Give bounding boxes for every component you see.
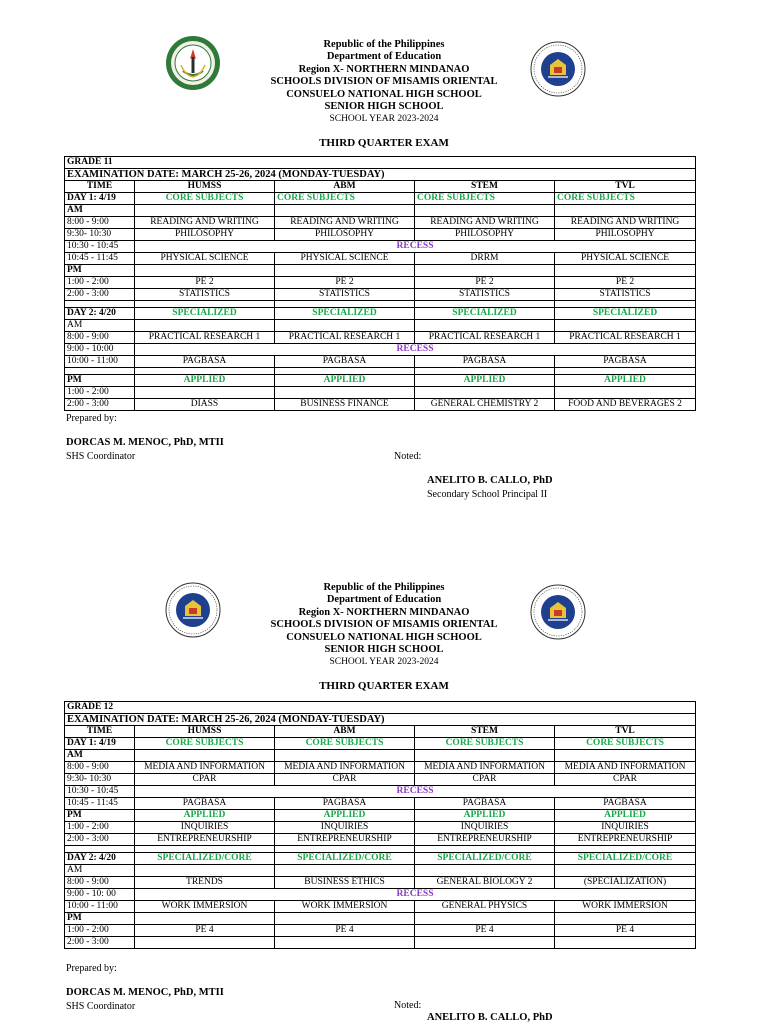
schedule-cell: PAGBASA: [275, 798, 415, 810]
schedule-cell: GENERAL PHYSICS: [415, 901, 555, 913]
schedule-cell: APPLIED: [555, 375, 696, 387]
exam-title: THIRD QUARTER EXAM: [319, 680, 449, 692]
schedule-cell: [415, 320, 555, 332]
schedule-cell: [415, 865, 555, 877]
page2-header: [0, 582, 768, 669]
schedule-cell: PHILOSOPHY: [135, 229, 275, 241]
schedule-cell: WORK IMMERSION: [275, 901, 415, 913]
table-row: [65, 925, 696, 937]
preparer-name: DORCAS M. MENOC, PhD, MTII: [66, 437, 224, 448]
exam-date: EXAMINATION DATE: MARCH 25-26, 2024 (MONDAY-TUESDAY): [65, 169, 696, 181]
schedule-cell: SPECIALIZED/CORE: [135, 853, 275, 865]
schedule-cell: [555, 205, 696, 217]
schedule-cell: GENERAL CHEMISTRY 2: [415, 399, 555, 411]
time-cell: [65, 846, 135, 853]
time-cell: 10:00 - 11:00: [65, 901, 135, 913]
time-cell: DAY 1: 4/19: [65, 738, 135, 750]
schedule-cell: CORE SUBJECTS: [415, 738, 555, 750]
schedule-cell: PAGBASA: [135, 356, 275, 368]
time-cell: AM: [65, 750, 135, 762]
table-row: [65, 913, 696, 925]
column-header: TVL: [555, 726, 696, 738]
schedule-cell: [275, 320, 415, 332]
schedule-cell: [135, 913, 275, 925]
table-row: [65, 193, 696, 205]
schedule-cell: APPLIED: [555, 810, 696, 822]
exam-title: THIRD QUARTER EXAM: [319, 137, 449, 149]
recess-cell: RECESS: [135, 786, 696, 798]
time-cell: 1:00 - 2:00: [65, 387, 135, 399]
column-header: TIME: [65, 181, 135, 193]
schedule-cell: SPECIALIZED: [415, 308, 555, 320]
schedule-cell: [415, 205, 555, 217]
school-year: SCHOOL YEAR 2023-2024: [329, 657, 439, 668]
schedule-cell: SPECIALIZED: [555, 308, 696, 320]
schedule-cell: CORE SUBJECTS: [415, 193, 555, 205]
column-header: ABM: [275, 181, 415, 193]
column-header: TIME: [65, 726, 135, 738]
schedule-cell: [555, 865, 696, 877]
time-cell: 10:30 - 10:45: [65, 241, 135, 253]
schedule-cell: APPLIED: [415, 810, 555, 822]
prepared-by-label: Prepared by:: [66, 413, 117, 424]
header-line: CONSUELO NATIONAL HIGH SCHOOL: [286, 88, 482, 100]
schedule-cell: STATISTICS: [555, 289, 696, 301]
table-row: [65, 937, 696, 949]
table-row: [65, 387, 696, 399]
schedule-cell: PHYSICAL SCIENCE: [135, 253, 275, 265]
grade-row: [65, 702, 696, 714]
schedule-cell: [135, 387, 275, 399]
schedule-cell: [135, 205, 275, 217]
recess-cell: RECESS: [135, 344, 696, 356]
table-row: [65, 301, 696, 308]
schedule-cell: [415, 750, 555, 762]
schedule-cell: CPAR: [555, 774, 696, 786]
schedule-cell: [555, 913, 696, 925]
recess-cell: RECESS: [135, 889, 696, 901]
header-line: SCHOOLS DIVISION OF MISAMIS ORIENTAL: [270, 76, 498, 88]
header-line: Department of Education: [326, 594, 442, 606]
schedule-cell: CORE SUBJECTS: [555, 193, 696, 205]
table-row: [65, 217, 696, 229]
time-cell: 2:00 - 3:00: [65, 834, 135, 846]
schedule-cell: PE 4: [415, 925, 555, 937]
header-line: Region X- NORTHERN MINDANAO: [298, 606, 470, 618]
schedule-cell: PRACTICAL RESEARCH 1: [415, 332, 555, 344]
header-line: Republic of the Philippines: [323, 582, 445, 593]
table-row: [65, 798, 696, 810]
schedule-cell: [415, 846, 555, 853]
schedule-cell: [555, 387, 696, 399]
schedule-cell: [555, 750, 696, 762]
schedule-cell: PE 4: [275, 925, 415, 937]
grade-label: GRADE 12: [65, 702, 696, 714]
schedule-cell: STATISTICS: [415, 289, 555, 301]
schedule-cell: [555, 320, 696, 332]
schedule-cell: CORE SUBJECTS: [135, 193, 275, 205]
schedule-cell: STATISTICS: [135, 289, 275, 301]
schedule-cell: CPAR: [135, 774, 275, 786]
table-row: [65, 320, 696, 332]
schedule-cell: [135, 368, 275, 375]
schedule-cell: PHILOSOPHY: [275, 229, 415, 241]
table-row: [65, 877, 696, 889]
schedule-cell: [275, 387, 415, 399]
schedule-cell: MEDIA AND INFORMATION: [415, 762, 555, 774]
principal-title: Secondary School Principal II: [427, 489, 548, 500]
school-year: SCHOOL YEAR 2023-2024: [329, 114, 439, 125]
time-cell: 9:30- 10:30: [65, 774, 135, 786]
exam-date: EXAMINATION DATE: MARCH 25-26, 2024 (MONDAY-TUESDAY): [65, 714, 696, 726]
time-cell: PM: [65, 810, 135, 822]
column-header: HUMSS: [135, 726, 275, 738]
schedule-cell: PE 4: [135, 925, 275, 937]
time-cell: PM: [65, 375, 135, 387]
schedule-cell: [275, 265, 415, 277]
schedule-cell: (SPECIALIZATION): [555, 877, 696, 889]
schedule-cell: SPECIALIZED/CORE: [275, 853, 415, 865]
principal-name: ANELITO B. CALLO, PhD: [427, 1012, 553, 1023]
time-cell: DAY 1: 4/19: [65, 193, 135, 205]
schedule-cell: PE 2: [555, 277, 696, 289]
table-row: [65, 834, 696, 846]
schedule-cell: CORE SUBJECTS: [135, 738, 275, 750]
table-row: [65, 229, 696, 241]
column-header-row: [65, 726, 696, 738]
time-cell: 2:00 - 3:00: [65, 289, 135, 301]
table-row: [65, 786, 696, 798]
schedule-cell: [135, 301, 275, 308]
table-row: [65, 356, 696, 368]
time-cell: [65, 301, 135, 308]
header-line: SENIOR HIGH SCHOOL: [324, 644, 444, 656]
column-header-row: [65, 181, 696, 193]
schedule-cell: PHILOSOPHY: [415, 229, 555, 241]
grade-label: GRADE 11: [65, 157, 696, 169]
schedule-cell: [555, 265, 696, 277]
time-cell: 1:00 - 2:00: [65, 277, 135, 289]
table-row: [65, 822, 696, 834]
schedule-cell: DIASS: [135, 399, 275, 411]
time-cell: PM: [65, 913, 135, 925]
table-row: [65, 277, 696, 289]
page1-header: [0, 39, 768, 126]
schedule-cell: [415, 301, 555, 308]
time-cell: PM: [65, 265, 135, 277]
noted-label: Noted:: [394, 1000, 422, 1011]
schedule-cell: [135, 937, 275, 949]
table-row: [65, 901, 696, 913]
preparer-title: SHS Coordinator: [66, 1001, 136, 1012]
schedule-cell: CPAR: [275, 774, 415, 786]
column-header: STEM: [415, 726, 555, 738]
time-cell: 10:00 - 11:00: [65, 356, 135, 368]
schedule-cell: WORK IMMERSION: [555, 901, 696, 913]
schedule-cell: DRRM: [415, 253, 555, 265]
schedule-cell: ENTREPRENEURSHIP: [135, 834, 275, 846]
time-cell: 9:00 - 10:00: [65, 344, 135, 356]
schedule-cell: [275, 846, 415, 853]
header-line: Department of Education: [326, 51, 442, 63]
header-line: Republic of the Philippines: [323, 39, 445, 50]
table-row: [65, 205, 696, 217]
schedule-cell: [555, 937, 696, 949]
grade-row: [65, 157, 696, 169]
table-row: [65, 332, 696, 344]
prepared-by-label: Prepared by:: [66, 963, 117, 974]
column-header: TVL: [555, 181, 696, 193]
principal-name: ANELITO B. CALLO, PhD: [427, 475, 553, 486]
table-row: [65, 889, 696, 901]
table-row: [65, 308, 696, 320]
schedule-cell: [415, 387, 555, 399]
schedule-cell: READING AND WRITING: [135, 217, 275, 229]
table-row: [65, 738, 696, 750]
schedule-cell: SPECIALIZED: [135, 308, 275, 320]
schedule-cell: PE 2: [135, 277, 275, 289]
time-cell: 2:00 - 3:00: [65, 937, 135, 949]
time-cell: 10:30 - 10:45: [65, 786, 135, 798]
table-row: [65, 241, 696, 253]
grade12-schedule-table: [64, 701, 696, 949]
schedule-cell: [135, 846, 275, 853]
schedule-cell: PRACTICAL RESEARCH 1: [555, 332, 696, 344]
table-row: [65, 253, 696, 265]
schedule-cell: APPLIED: [275, 375, 415, 387]
table-row: [65, 265, 696, 277]
time-cell: AM: [65, 205, 135, 217]
schedule-cell: APPLIED: [135, 810, 275, 822]
time-cell: 1:00 - 2:00: [65, 822, 135, 834]
header-line: CONSUELO NATIONAL HIGH SCHOOL: [286, 631, 482, 643]
schedule-cell: [135, 320, 275, 332]
schedule-cell: SPECIALIZED/CORE: [415, 853, 555, 865]
table-row: [65, 774, 696, 786]
schedule-cell: CORE SUBJECTS: [555, 738, 696, 750]
schedule-cell: BUSINESS FINANCE: [275, 399, 415, 411]
schedule-cell: MEDIA AND INFORMATION: [135, 762, 275, 774]
schedule-cell: CORE SUBJECTS: [275, 738, 415, 750]
schedule-cell: WORK IMMERSION: [135, 901, 275, 913]
recess-cell: RECESS: [135, 241, 696, 253]
table-row: [65, 810, 696, 822]
time-cell: AM: [65, 865, 135, 877]
exam-date-row: [65, 169, 696, 181]
time-cell: 8:00 - 9:00: [65, 877, 135, 889]
schedule-cell: APPLIED: [415, 375, 555, 387]
table-row: [65, 853, 696, 865]
schedule-cell: READING AND WRITING: [275, 217, 415, 229]
schedule-cell: [415, 913, 555, 925]
schedule-cell: MEDIA AND INFORMATION: [275, 762, 415, 774]
table-row: [65, 368, 696, 375]
schedule-cell: READING AND WRITING: [555, 217, 696, 229]
schedule-cell: PAGBASA: [415, 798, 555, 810]
table-row: [65, 762, 696, 774]
time-cell: 8:00 - 9:00: [65, 332, 135, 344]
schedule-cell: [555, 846, 696, 853]
header-line: SENIOR HIGH SCHOOL: [324, 101, 444, 113]
schedule-cell: INQUIRIES: [135, 822, 275, 834]
schedule-cell: INQUIRIES: [555, 822, 696, 834]
time-cell: 1:00 - 2:00: [65, 925, 135, 937]
schedule-cell: PE 2: [275, 277, 415, 289]
schedule-cell: [415, 265, 555, 277]
time-cell: 9:30- 10:30: [65, 229, 135, 241]
schedule-cell: GENERAL BIOLOGY 2: [415, 877, 555, 889]
schedule-cell: [555, 368, 696, 375]
schedule-cell: INQUIRIES: [415, 822, 555, 834]
table-row: [65, 375, 696, 387]
schedule-cell: BUSINESS ETHICS: [275, 877, 415, 889]
schedule-cell: [275, 913, 415, 925]
time-cell: DAY 2: 4/20: [65, 308, 135, 320]
column-header: STEM: [415, 181, 555, 193]
schedule-cell: CORE SUBJECTS: [275, 193, 415, 205]
noted-label: Noted:: [394, 451, 422, 462]
header-line: SCHOOLS DIVISION OF MISAMIS ORIENTAL: [270, 619, 498, 631]
schedule-cell: PAGBASA: [275, 356, 415, 368]
schedule-cell: READING AND WRITING: [415, 217, 555, 229]
schedule-cell: CPAR: [415, 774, 555, 786]
schedule-cell: PHYSICAL SCIENCE: [555, 253, 696, 265]
schedule-cell: [135, 865, 275, 877]
schedule-cell: SPECIALIZED: [275, 308, 415, 320]
time-cell: 8:00 - 9:00: [65, 217, 135, 229]
schedule-cell: [555, 301, 696, 308]
schedule-cell: PRACTICAL RESEARCH 1: [275, 332, 415, 344]
time-cell: DAY 2: 4/20: [65, 853, 135, 865]
schedule-cell: APPLIED: [275, 810, 415, 822]
schedule-cell: [415, 368, 555, 375]
table-row: [65, 344, 696, 356]
table-row: [65, 289, 696, 301]
schedule-cell: [135, 265, 275, 277]
schedule-cell: INQUIRIES: [275, 822, 415, 834]
table-row: [65, 399, 696, 411]
schedule-cell: [275, 865, 415, 877]
time-cell: 8:00 - 9:00: [65, 762, 135, 774]
column-header: HUMSS: [135, 181, 275, 193]
preparer-name: DORCAS M. MENOC, PhD, MTII: [66, 987, 224, 998]
header-line: Region X- NORTHERN MINDANAO: [298, 63, 470, 75]
schedule-cell: APPLIED: [135, 375, 275, 387]
grade11-schedule-table: [64, 156, 696, 411]
table-row: [65, 865, 696, 877]
time-cell: [65, 368, 135, 375]
table-row: [65, 750, 696, 762]
schedule-cell: PAGBASA: [415, 356, 555, 368]
column-header: ABM: [275, 726, 415, 738]
schedule-cell: MEDIA AND INFORMATION: [555, 762, 696, 774]
schedule-cell: [275, 301, 415, 308]
schedule-cell: ENTREPRENEURSHIP: [275, 834, 415, 846]
schedule-cell: [275, 750, 415, 762]
schedule-cell: PHILOSOPHY: [555, 229, 696, 241]
time-cell: 10:45 - 11:45: [65, 798, 135, 810]
schedule-cell: PE 4: [555, 925, 696, 937]
schedule-cell: PE 2: [415, 277, 555, 289]
schedule-cell: PHYSICAL SCIENCE: [275, 253, 415, 265]
table-row: [65, 846, 696, 853]
schedule-cell: [275, 937, 415, 949]
schedule-cell: STATISTICS: [275, 289, 415, 301]
exam-date-row: [65, 714, 696, 726]
schedule-cell: TRENDS: [135, 877, 275, 889]
time-cell: 10:45 - 11:45: [65, 253, 135, 265]
preparer-title: SHS Coordinator: [66, 451, 136, 462]
time-cell: AM: [65, 320, 135, 332]
schedule-cell: [275, 205, 415, 217]
schedule-cell: SPECIALIZED/CORE: [555, 853, 696, 865]
schedule-cell: [415, 937, 555, 949]
schedule-cell: FOOD AND BEVERAGES 2: [555, 399, 696, 411]
schedule-cell: [135, 750, 275, 762]
schedule-cell: PRACTICAL RESEARCH 1: [135, 332, 275, 344]
schedule-cell: PAGBASA: [135, 798, 275, 810]
schedule-cell: PAGBASA: [555, 356, 696, 368]
schedule-cell: ENTREPRENEURSHIP: [555, 834, 696, 846]
schedule-cell: [275, 368, 415, 375]
schedule-cell: ENTREPRENEURSHIP: [415, 834, 555, 846]
time-cell: 2:00 - 3:00: [65, 399, 135, 411]
schedule-cell: PAGBASA: [555, 798, 696, 810]
time-cell: 9:00 - 10: 00: [65, 889, 135, 901]
